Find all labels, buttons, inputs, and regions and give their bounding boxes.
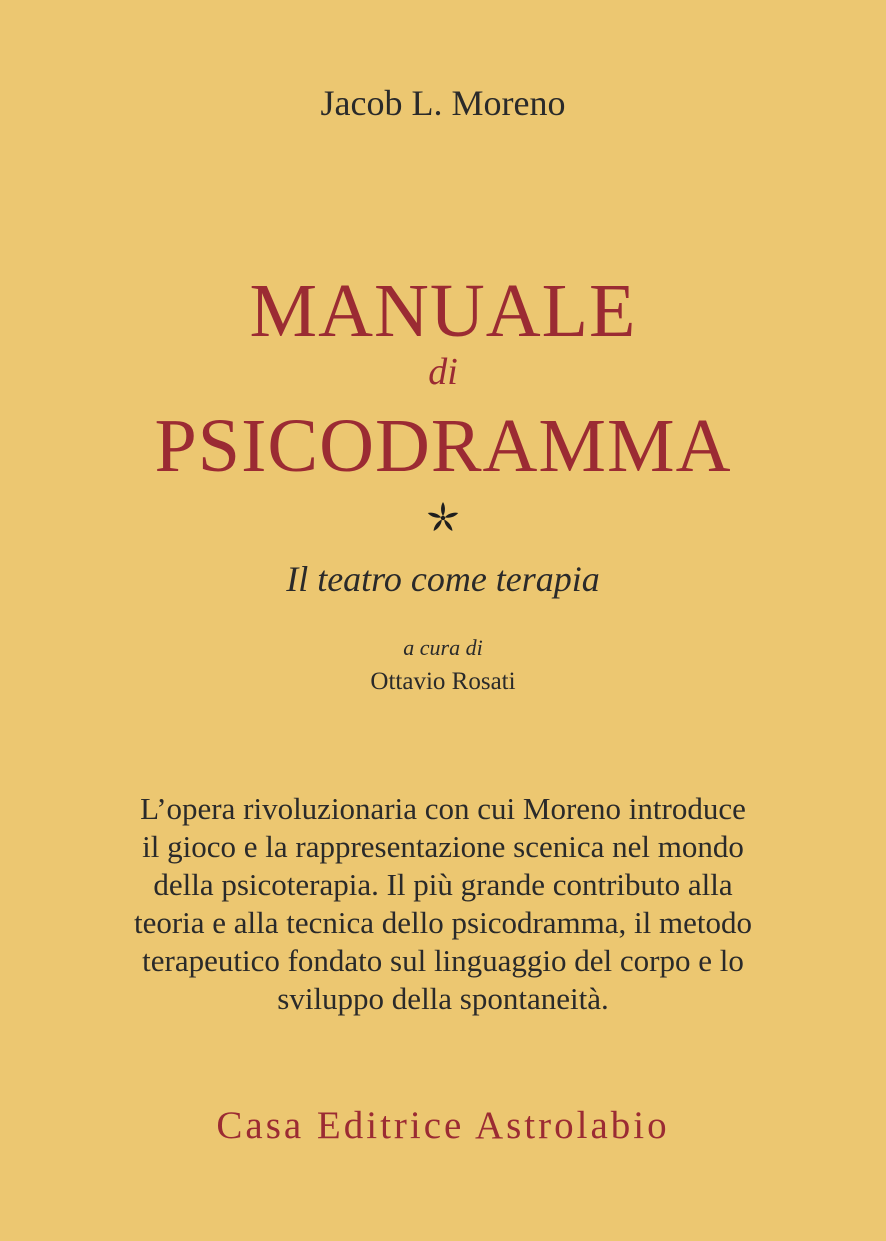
blurb-line: il gioco e la rappresentazione scenica nel mondo [142, 829, 744, 864]
title-line-2: PSICODRAMMA [154, 404, 732, 488]
blurb-line: sviluppo della spontaneità. [277, 981, 609, 1016]
publisher-name: Casa Editrice Astrolabio [216, 1104, 670, 1147]
author-name: Jacob L. Moreno [320, 83, 566, 123]
title-connector: di [428, 351, 458, 393]
editor-label: a cura di [403, 635, 483, 660]
subtitle: Il teatro come terapia [286, 559, 600, 599]
blurb-line: terapeutico fondato sul linguaggio del corpo e lo [142, 943, 744, 978]
title-line-1: MANUALE [249, 269, 637, 353]
editor-name: Ottavio Rosati [370, 668, 516, 695]
blurb-line: L’opera rivoluzionaria con cui Moreno introduce [140, 791, 746, 826]
asterisk-icon [0, 500, 886, 540]
blurb [100, 790, 786, 1018]
blurb-line: teoria e alla tecnica dello psicodramma, il metodo [133, 905, 753, 940]
blurb-line: della psicoterapia. Il più grande contributo alla [153, 867, 733, 902]
